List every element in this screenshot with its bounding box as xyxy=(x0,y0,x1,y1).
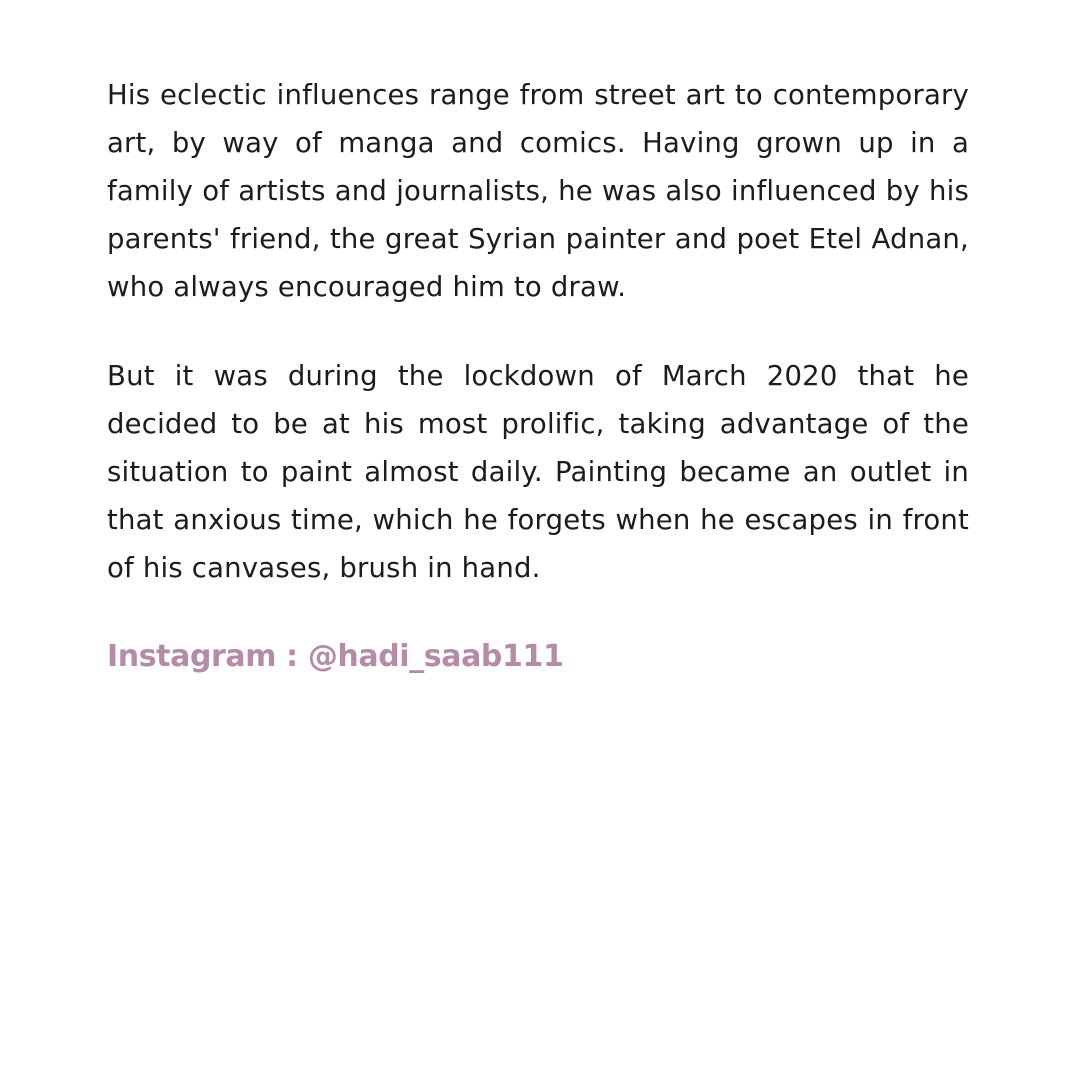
paragraph-lockdown: But it was during the lockdown of March 2020 that he decided to be at his most prolific, taking advantage of the situation to paint almost daily. Painting became an outlet in that anxious time, which he forgets when he escapes in front of his canvases, brush in hand. xyxy=(107,360,969,584)
article-body xyxy=(107,71,969,681)
paragraph-influences: His eclectic influences range from street art to contemporary art, by way of manga and comics. Having grown up in a family of artists and journalists, he was also influenced by his parents' friend, the great Syrian painter and poet Etel Adnan, who always encouraged him to draw. xyxy=(107,79,969,303)
instagram-label: Instagram : xyxy=(107,639,308,674)
instagram-line xyxy=(107,633,969,681)
instagram-handle-link[interactable]: @hadi_saab111 xyxy=(307,639,564,674)
